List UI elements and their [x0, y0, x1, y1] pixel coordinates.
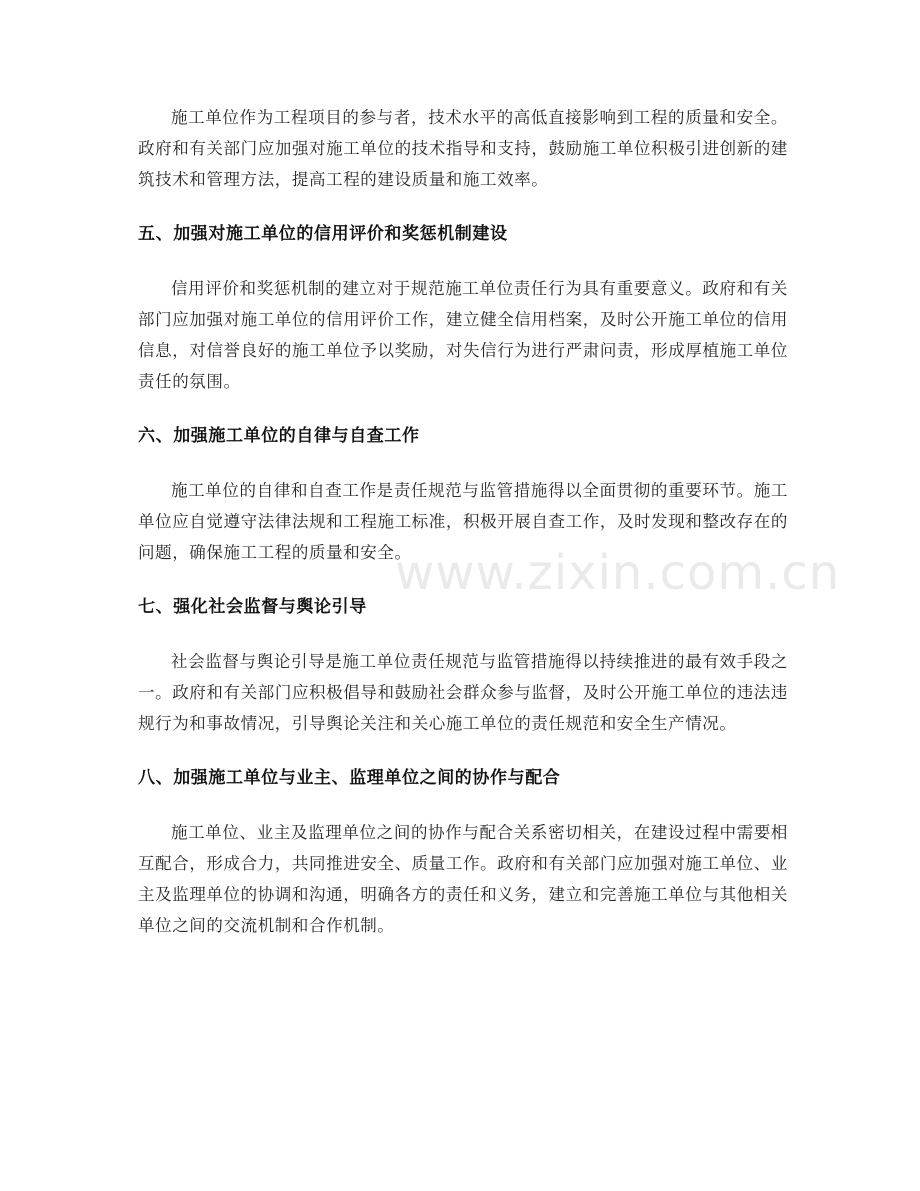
paragraph-section-8: 施工单位、业主及监理单位之间的协作与配合关系密切相关，在建设过程中需要相互配合，形成合力，共同推进安全、质量工作。政府和有关部门应加强对施工单位、业主及监理单位的协调和沟通，明确各方的责任和义务，建立和完善施工单位与其他相关单位之间的交流机制和合作机制。 [138, 823, 788, 935]
section-heading-8: 八、加强施工单位与业主、监理单位之间的协作与配合 [138, 768, 561, 788]
section-heading-5: 五、加强对施工单位的信用评价和奖惩机制建设 [138, 224, 508, 244]
section-heading-6: 六、加强施工单位的自律与自查工作 [138, 426, 420, 446]
document-body [138, 102, 788, 941]
watermark-text: www.zixin.com.cn [395, 545, 841, 601]
paragraph-section-6: 施工单位的自律和自查工作是责任规范与监管措施得以全面贯彻的重要环节。施工单位应自觉遵守法律法规和工程施工标准，积极开展自查工作，及时发现和整改存在的问题，确保施工工程的质量和安全。 [138, 481, 788, 562]
paragraph-section-7: 社会监督与舆论引导是施工单位责任规范与监管措施得以持续推进的最有效手段之一。政府和有关部门应积极倡导和鼓励社会群众参与监督，及时公开施工单位的违法违规行为和事故情况，引导舆论关注和关心施工单位的责任规范和安全生产情况。 [138, 652, 788, 733]
paragraph-intro: 施工单位作为工程项目的参与者，技术水平的高低直接影响到工程的质量和安全。政府和有关部门应加强对施工单位的技术指导和支持，鼓励施工单位积极引进创新的建筑技术和管理方法，提高工程的建设质量和施工效率。 [138, 108, 788, 189]
section-heading-7: 七、强化社会监督与舆论引导 [138, 597, 367, 617]
paragraph-section-5: 信用评价和奖惩机制的建立对于规范施工单位责任行为具有重要意义。政府和有关部门应加强对施工单位的信用评价工作，建立健全信用档案，及时公开施工单位的信用信息，对信誉良好的施工单位予以奖励，对失信行为进行严肃问责，形成厚植施工单位责任的氛围。 [138, 279, 788, 391]
